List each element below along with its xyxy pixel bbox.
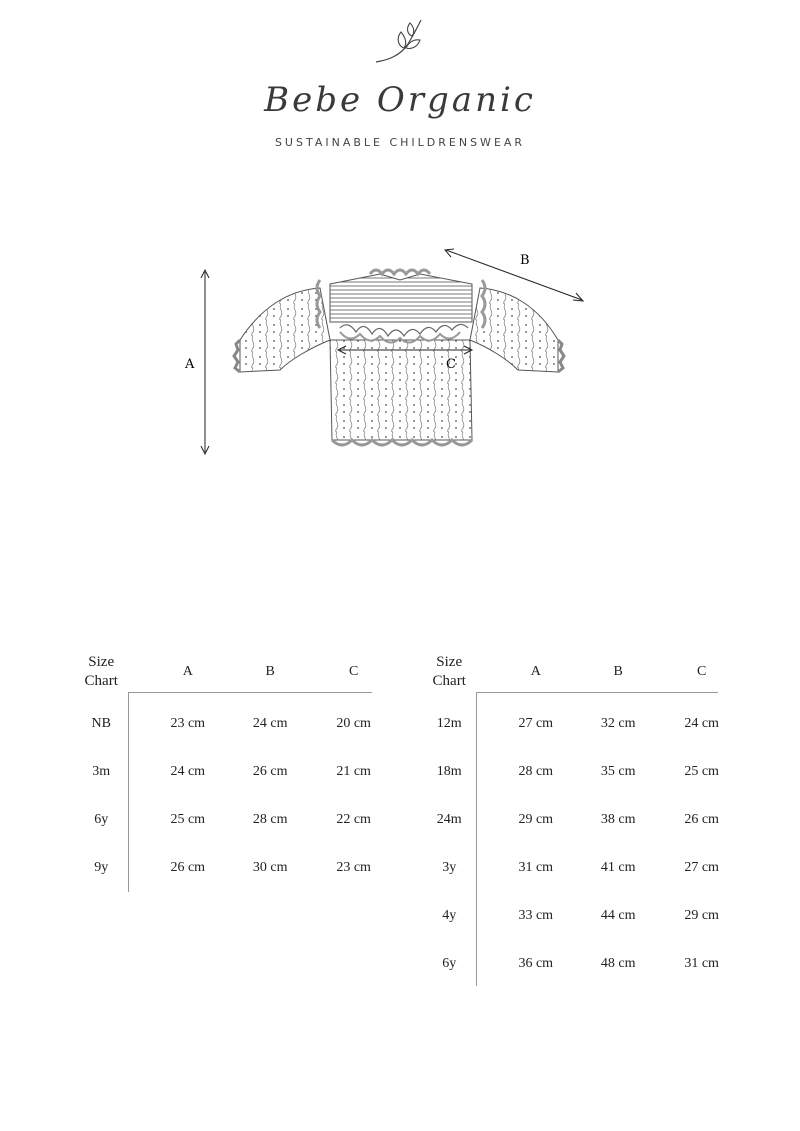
- value-b: 32 cm: [600, 716, 636, 731]
- size-label: NB: [91, 716, 111, 731]
- table-header-row: [60, 648, 400, 696]
- value-c: 31 cm: [684, 956, 719, 971]
- value-b: 24 cm: [252, 716, 288, 731]
- value-a: 36 cm: [518, 956, 554, 971]
- value-c: 27 cm: [684, 860, 719, 875]
- value-b: 38 cm: [600, 812, 636, 827]
- value-c: 26 cm: [684, 812, 719, 827]
- value-c: 23 cm: [336, 860, 371, 875]
- table-row: [408, 892, 748, 940]
- column-header-b: B: [265, 664, 275, 679]
- value-c: 25 cm: [684, 764, 719, 779]
- value-a: 23 cm: [170, 716, 206, 731]
- table-row: [60, 796, 400, 844]
- column-header-a: A: [530, 664, 541, 679]
- size-label: 6y: [94, 812, 109, 827]
- brand-name: Bebe Organic: [264, 80, 536, 120]
- column-header-b: B: [613, 664, 623, 679]
- ruffle-yoke-cardigan-icon: [234, 270, 564, 445]
- size-chart-table-left: [60, 648, 400, 892]
- value-b: 26 cm: [252, 764, 288, 779]
- size-label: 12m: [436, 716, 462, 731]
- size-chart-label: Size Chart: [432, 654, 466, 689]
- table-row: [408, 796, 748, 844]
- column-header-c: C: [696, 664, 707, 679]
- table-row: [60, 696, 400, 748]
- size-label: 4y: [442, 908, 457, 923]
- table-header-row: [408, 648, 748, 696]
- size-label: 3y: [442, 860, 457, 875]
- size-label: 9y: [94, 860, 109, 875]
- table-row: [60, 748, 400, 796]
- value-a: 27 cm: [518, 716, 554, 731]
- table-row: [408, 940, 748, 988]
- value-c: 22 cm: [336, 812, 371, 827]
- size-chart-table-right: [408, 648, 748, 988]
- value-a: 31 cm: [518, 860, 554, 875]
- value-a: 29 cm: [518, 812, 554, 827]
- dimension-b-label: B: [520, 253, 530, 268]
- size-label: 18m: [436, 764, 462, 779]
- value-c: 21 cm: [336, 764, 371, 779]
- value-a: 33 cm: [518, 908, 554, 923]
- size-label: 6y: [442, 956, 457, 971]
- value-b: 44 cm: [600, 908, 636, 923]
- value-b: 30 cm: [252, 860, 288, 875]
- value-a: 24 cm: [170, 764, 206, 779]
- size-label: 24m: [436, 812, 462, 827]
- table-row: [408, 844, 748, 892]
- table-row: [408, 748, 748, 796]
- size-chart-label: Size Chart: [84, 654, 118, 689]
- dimension-c-label: C: [446, 357, 456, 372]
- garment-diagram: [180, 240, 600, 470]
- value-b: 28 cm: [252, 812, 288, 827]
- table-row: [408, 696, 748, 748]
- column-header-a: A: [182, 664, 193, 679]
- leaf-sprig-icon: [374, 18, 426, 68]
- column-header-c: C: [348, 664, 359, 679]
- dimension-a-label: A: [185, 357, 195, 372]
- value-b: 41 cm: [600, 860, 636, 875]
- value-a: 28 cm: [518, 764, 554, 779]
- value-c: 29 cm: [684, 908, 719, 923]
- brand-tagline: SUSTAINABLE CHILDRENSWEAR: [274, 136, 526, 149]
- dimension-a-arrow: [201, 270, 209, 454]
- value-c: 24 cm: [684, 716, 719, 731]
- value-a: 25 cm: [170, 812, 206, 827]
- value-a: 26 cm: [170, 860, 206, 875]
- table-row: [60, 844, 400, 892]
- value-c: 20 cm: [336, 716, 371, 731]
- value-b: 48 cm: [600, 956, 636, 971]
- value-b: 35 cm: [600, 764, 636, 779]
- size-label: 3m: [92, 764, 111, 779]
